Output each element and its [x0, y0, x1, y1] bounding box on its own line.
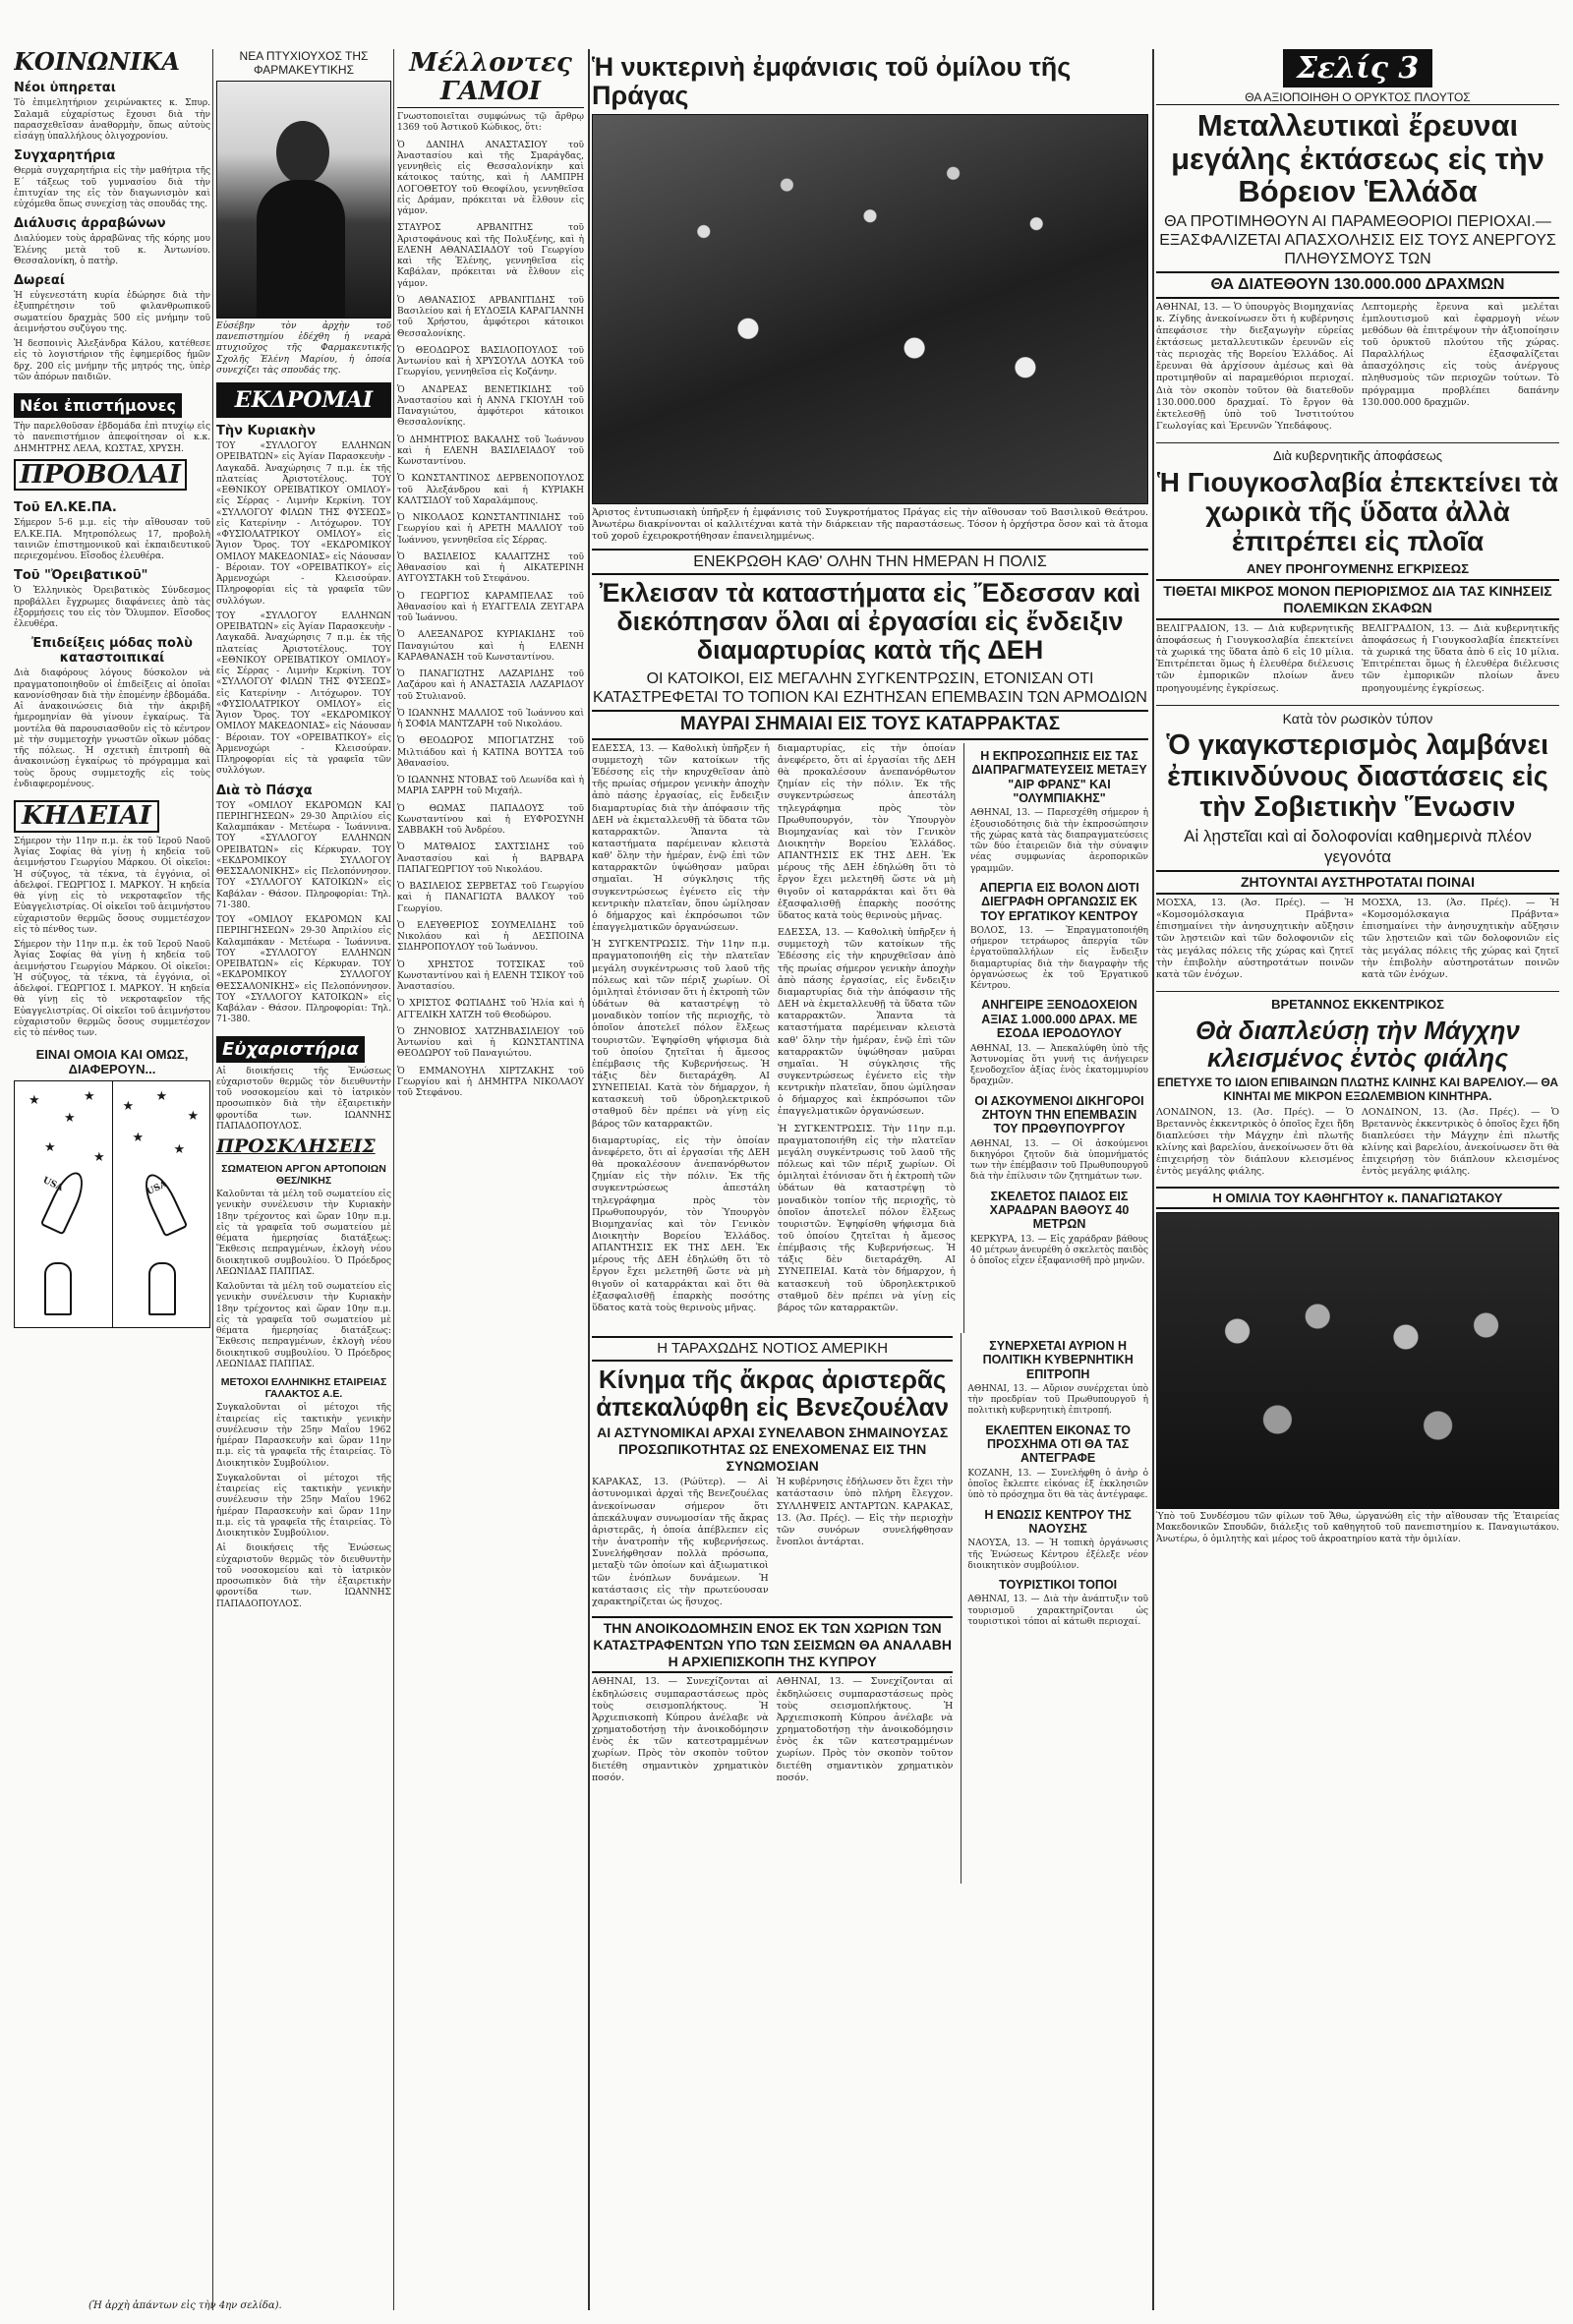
- kicker-minerals: ΘΑ ΑΞΙΟΠΟΙΗΘΗ Ο ΟΡΥΚΤΟΣ ΠΛΟΥΤΟΣ: [1156, 90, 1559, 105]
- kicker-russia: Κατὰ τὸν ρωσικὸν τύπον: [1282, 710, 1433, 726]
- wedding-notice: Ὁ ΧΡΗΣΤΟΣ ΤΟΤΣΙΚΑΣ τοῦ Κωνσταντίνου καὶ ἡ ΕΛΕΝΗ ΤΣΙΚΟΥ τοῦ Ἀναστασίου.: [397, 959, 584, 993]
- article-text: Ἡ εὐγενεστάτη κυρία ἐδώρησε διὰ τὴν ἐξυπηρέτησιν τοῦ φιλανθρωπικοῦ σωματείου δραχμὰς 500 εἰς μνήμην τοῦ ἀειμνήστου συζύγου της.: [14, 291, 210, 334]
- article-text: ΤΟΥ «ΣΥΛΛΟΓΟΥ ΕΛΛΗΝΩΝ ΟΡΕΙΒΑΤΩΝ» εἰς Ἀγίαν Παρασκευὴν - Λαγκαδᾶ. Ἀναχώρησις 7 π.μ. ἐκ τῆς πλατείας Ἀριστοτέλους. ΤΟΥ «ΕΘΝΙΚΟΥ ΟΡΕΙΒΑΤΙΚΟΥ ΟΜΙΛΟΥ» εἰς Σέρρας - Λιμνὴν Κερκίνη. ΤΟΥ «ΣΥΛΛΟΓΟΥ ΦΙΛΩΝ ΤΗΣ ΦΥΣΕΩΣ» εἰς Κατερίνην - Λιτόχωρον. ΤΟΥ «ΦΥΣΙΟΛΑΤΡΙΚΟΥ ΟΜΙΛΟΥ» εἰς Ἄγιον Ὄρος. ΤΟΥ «ΕΚΔΡΟΜΙΚΟΥ ΟΜΙΛΟΥ ΜΑΚΕΔΟΝΙΑΣ» εἰς Νάουσαν - Βέροιαν. ΤΟΥ «ΟΡΕΙΒΑΤΙΚΟΥ» εἰς Ἀρμενοχώρι - Κλεισούραν. Πληροφορίαι εἰς τὰ γραφεῖα τῶν συλλόγων.: [216, 441, 391, 607]
- subhead: ΑΠΕΡΓΙΑ ΕΙΣ ΒΟΛΟΝ ΔΙΟΤΙ ΔΙΕΓΡΑΦΗ ΟΡΓΑΝΩΣΙΣ ΕΚ ΤΟΥ ΕΡΓΑΤΙΚΟΥ ΚΕΝΤΡΟΥ: [979, 880, 1139, 923]
- subhead: ΜΕΤΟΧΟΙ ΕΛΛΗΝΙΚΗΣ ΕΤΑΙΡΕΙΑΣ ΓΑΛΑΚΤΟΣ Α.Ε.: [220, 1376, 387, 1401]
- subhead: Η ΕΚΠΡΟΣΩΠΗΣΙΣ ΕΙΣ ΤΑΣ ΔΙΑΠΡΑΓΜΑΤΕΥΣΕΙΣ ΜΕΤΑΞΥ "ΑΙΡ ΦΡΑΝΣ" ΚΑΙ "ΟΛΥΜΠΙΑΚΗΣ": [971, 748, 1147, 805]
- headline-yugoslavia: Ἡ Γιουγκοσλαβία ἐπεκτείνει τὰ χωρικὰ τῆς ὕδατα ἀλλὰ ἐπιτρέπει εἰς πλοῖα: [1157, 466, 1558, 557]
- lower-columns: [592, 1333, 1148, 1884]
- subhead: Νέοι ὑπηρεται: [14, 81, 116, 96]
- article-text: Ἡ δεσποινὶς Ἀλεξάνδρα Κάλου, κατέθεσε εἰς τὸ λογιστήριον τῆς ἐφημερίδος ἡμῶν δρχ. 200 εἰς μνήμην τῆς μητρός της, ὑπὲρ τῶν ἀπόρων παιδιῶν.: [14, 339, 210, 382]
- article-text: ΑΘΗΝΑΙ, 13. — Οἱ ἀσκούμενοι δικηγόροι ζητοῦν διὰ ὑπομνήματός των τὴν ἐπέμβασιν τοῦ Πρωθυπουργοῦ διὰ τὴν ἐπίλυσιν τῶν ζητημάτων των.: [970, 1138, 1148, 1183]
- column-weddings: [397, 49, 584, 2310]
- subhead-minerals: ΘΑ ΠΡΟΤΙΜΗΘΟΥΝ ΑΙ ΠΑΡΑΜΕΘΟΡΙΟΙ ΠΕΡΙΟΧΑΙ.— ΕΞΑΣΦΑΛΙΖΕΤΑΙ ΑΠΑΣΧΟΛΗΣΙΣ ΕΙΣ ΤΟΥΣ ΑΝΕΡΓΟΥΣ ΠΛΗΘΥΣΜΟΥΣ ΤΩΝ: [1159, 212, 1556, 268]
- headline-cyprus: ΤΗΝ ΑΝΟΙΚΟΔΟΜΗΣΙΝ ΕΝΟΣ ΕΚ ΤΩΝ ΧΩΡΙΩΝ ΤΩΝ ΚΑΤΑΣΤΡΑΦΕΝΤΩΝ ΥΠΟ ΤΩΝ ΣΕΙΣΜΩΝ ΘΑ ΑΝΑΛΑΒΗ Η ΑΡΧΙΕΠΙΣΚΟΠΗ ΤΗΣ ΚΥΠΡΟΥ: [592, 1616, 953, 1673]
- article-text: ΛΟΝΔΙΝΟΝ, 13. (Ἀσ. Πρές). — Ὁ Βρεταννὸς ἐκκεντρικὸς ὁ ὁποῖος ἔχει ἤδη διαπλεύσει τὴν Μάγχην ἐπὶ πλωτῆς κλίνης καὶ βαρελίου, ἀνεκοίνωσεν ὅτι θὰ ἐπιχειρήσῃ τὸν διάπλουν κλεισμένος ἐντὸς μεγάλης φιάλης.: [1156, 1106, 1354, 1178]
- subhead: ΤΟΥΡΙΣΤΙΚΟΙ ΤΟΠΟΙ: [999, 1578, 1118, 1593]
- article-text: Σήμερον τὴν 11ην π.μ. ἐκ τοῦ Ἱεροῦ Ναοῦ Ἁγίας Σοφίας θὰ γίνῃ ἡ κηδεία τοῦ ἀειμνήστου Γεωργίου Μάρκου. Οἱ οἰκεῖοι: Ἡ σύζυγος, τὰ τέκνα, τὰ ἐγγόνια, οἱ ἀδελφοί. ΓΕΩΡΓΙΟΣ Ι. ΜΑΡΚΟΥ. Ἡ κηδεία θὰ γίνῃ εἰς τὸ νεκροταφεῖον τῆς Εὐαγγελιστρίας. Οἱ οἰκεῖοι τοῦ ἀειμνήστου εὐχαριστοῦν θερμῶς ὅσους συμμετέσχον εἰς τὸ πένθος των.: [14, 836, 210, 935]
- headline-prague: Ἡ νυκτερινὴ ἐμφάνισις τοῦ ὀμίλου τῆς Πράγας: [592, 52, 1072, 111]
- article-text: ΒΕΛΙΓΡΑΔΙΟΝ, 13. — Διὰ κυβερνητικῆς ἀποφάσεως ἡ Γιουγκοσλαβία ἐπεκτείνει τὰ χωρικά της ὕδατα ἀπὸ 6 εἰς 10 μίλια. Ἐπιτρέπεται ὅμως ἡ ἐλευθέρα διέλευσις τῶν ἐμπορικῶν πλοίων ἄνευ προηγουμένης ἐγκρίσεως.: [1362, 622, 1559, 694]
- wedding-notice: Ὁ ΘΩΜΑΣ ΠΑΠΑΔΟΥΣ τοῦ Κωνσταντίνου καὶ ἡ ΕΥΦΡΟΣΥΝΗ ΣΑΒΒΑΚΗ τοῦ Ἀνδρέου.: [397, 803, 584, 837]
- subhead: ΣΩΜΑΤΕΙΟΝ ΑΡΓΟΝ ΑΡΤΟΠΟΙΩΝ ΘΕΣ/ΝΙΚΗΣ: [221, 1163, 386, 1188]
- cartoon-panel-left: ★ ★ ★ ★ ★ USA: [15, 1081, 113, 1327]
- article-text: ΑΘΗΝΑΙ, 13. — Συνεχίζονται αἱ ἐκδηλώσεις συμπαραστάσεως πρὸς τοὺς σεισμοπλήκτους. Ἡ Ἀρχιεπισκοπὴ Κύπρου ἀνέλαβε νὰ χρηματοδοτήσῃ τὴν ἀνοικοδόμησιν ἑνὸς ἐκ τῶν κατεστραμμένων χωρίων. Πρὸς τὸν σκοπὸν τοῦτον διετέθη σημαντικὸν χρηματικὸν ποσόν.: [776, 1676, 954, 1783]
- wedding-notice: Ὁ ΑΝΔΡΕΑΣ ΒΕΝΕΤΙΚΙΔΗΣ τοῦ Ἀναστασίου καὶ ἡ ΑΝΝΑ ΓΚΙΟΥΛΗ τοῦ Παναγιώτου, ἀμφότεροι κάτοικοι Θεσσαλονίκης.: [397, 384, 584, 429]
- article-text: Διαλύομεν τοὺς ἀρραβῶνας τῆς κόρης μου Ἑλένης μετὰ τοῦ κ. Ἀντωνίου. Θεσσαλονίκη, ὁ πατὴρ.: [14, 234, 210, 266]
- newspaper-page: [14, 49, 1559, 2310]
- wedding-notice: Ὁ ΕΛΕΥΘΕΡΙΟΣ ΣΟΥΜΕΛΙΔΗΣ τοῦ Νικολάου καὶ ἡ ΔΕΣΠΟΙΝΑ ΣΙΔΗΡΟΠΟΥΛΟΥ τοῦ Ἰωάννου.: [397, 920, 584, 954]
- article-text: διαμαρτυρίας, εἰς τὴν ὁποίαν ἀνεφέρετο, ὅτι αἱ ἐργασίαι τῆς ΔΕΗ θὰ προκαλέσουν ἀνεπανόρθωτον ζημίαν εἰς τὴν πόλιν. Ἐκ τῆς συγκεντρώσεως ἀπεστάλη τηλεγράφημα πρὸς τὸν Πρωθυπουργόν, τὸν Ὑπουργὸν Βιομηχανίας καὶ τὸν Γενικὸν Διοικητὴν Βορείου Ἑλλάδος. ΑΠΑΝΤΗΣΙΣ ΕΚ ΤΗΣ ΔΕΗ. Ἐκ μέρους τῆς ΔΕΗ ἐδηλώθη ὅτι τὸ ἔργον ἔχει μελετηθῆ ὥστε νὰ μὴ θιγοῦν οἱ καταρράκται καὶ ὅτι θὰ ἐξασφαλισθῇ ἐπαρκὴς ποσότης ὕδατος κατὰ τοὺς θερινοὺς μῆνας.: [592, 1134, 770, 1313]
- subhead-russia-2: ΖΗΤΟΥΝΤΑΙ ΑΥΣΤΗΡΟΤΑΤΑΙ ΠΟΙΝΑΙ: [1156, 870, 1559, 895]
- subhead: Τοῦ ΕΛ.ΚΕ.ΠΑ.: [14, 500, 117, 516]
- cartoon-label: USA: [40, 1176, 65, 1194]
- subhead: Διὰ τὸ Πάσχα: [216, 783, 313, 798]
- section-title-kideiai: ΚΗΔΕΙΑΙ: [14, 800, 159, 833]
- article-text: ΝΑΟΥΣΑ, 13. — Ἡ τοπικὴ ὀργάνωσις τῆς Ἑνώσεως Κέντρου ἐξέλεξε νέον διοικητικὸν συμβούλιον.: [967, 1539, 1148, 1571]
- headline-britain: Θὰ διαπλεύσῃ τὴν Μάγχην κλεισμένος ἐντὸς φιάλης: [1195, 1015, 1520, 1073]
- section-title-gamoi: Μέλλοντες ΓΑΜΟΙ: [397, 49, 584, 108]
- wedding-notice: Ὁ ΔΗΜΗΤΡΙΟΣ ΒΑΚΑΛΗΣ τοῦ Ἰωάννου καὶ ἡ ΕΛΕΝΗ ΒΑΣΙΛΕΙΑΔΟΥ τοῦ Κωνσταντίνου.: [397, 435, 584, 468]
- article-text: Διὰ διαφόρους λόγους δύσκολον νὰ πραγματοποιηθοῦν οἱ ἐπιδείξεις αἱ ὁποῖαι κανονίσθησαν διὰ τὴν ἐπομένην ἑβδομάδα. Αἱ ἀνακοινώσεις διὰ τὴν ἀκριβῆ ἡμερομηνίαν θὰ γίνουν ἐγκαίρως. Τὰ μοντέλα θὰ παρουσιασθοῦν εἰς τὸ κέντρον μὲ τὴν συμμετοχὴν γνωστῶν οἴκων μόδας τῆς πόλεως. Ἡ σχετικὴ ἐπιτροπὴ θὰ ἀνακοινώσῃ ἐγκαίρως τὸ πρόγραμμα καὶ τοὺς ὅρους συμμετοχῆς εἰς τοὺς ἐνδιαφερομένους.: [14, 668, 210, 789]
- article-text: ΑΘΗΝΑΙ, 13. — Διὰ τὴν ἀνάπτυξιν τοῦ τουρισμοῦ χαρακτηρίζονται ὡς τουριστικοὶ τόποι αἱ κάτωθι περιοχαί.: [967, 1595, 1148, 1627]
- article-text: ΑΘΗΝΑΙ, 13. — Συνεχίζονται αἱ ἐκδηλώσεις συμπαραστάσεως πρὸς τοὺς σεισμοπλήκτους. Ἡ Ἀρχιεπισκοπὴ Κύπρου ἀνέλαβε νὰ χρηματοδοτήσῃ τὴν ἀνοικοδόμησιν ἑνὸς ἐκ τῶν κατεστραμμένων χωρίων. Πρὸς τὸν σκοπὸν τοῦτον διετέθη σημαντικὸν χρηματικὸν ποσόν.: [592, 1676, 769, 1783]
- article-text: Αἱ διοικήσεις τῆς Ἑνώσεως εὐχαριστοῦν θερμῶς τὸν διευθυντὴν τοῦ νοσοκομείου καὶ τὸ ἰατρικὸν προσωπικὸν διὰ τὴν ἐξαιρετικὴν φροντίδα των. ΙΩΑΝΝΗΣ ΠΑΠΑΔΟΠΟΥΛΟΣ.: [216, 1066, 391, 1132]
- headline-russia: Ὁ γκαγκστερισμὸς λαμβάνει ἐπικινδύνους διαστάσεις εἰς τὴν Σοβιετικὴν Ἕνωσιν: [1166, 729, 1549, 824]
- wedding-notice: Γνωστοποιεῖται συμφώνως τῷ ἄρθρῳ 1369 τοῦ Ἀστικοῦ Κώδικος, ὅτι:: [397, 112, 584, 134]
- lecture-photo: [1156, 1212, 1559, 1509]
- wedding-notice: Ὁ ΧΡΙΣΤΟΣ ΦΩΤΙΑΔΗΣ τοῦ Ἠλία καὶ ἡ ΑΓΓΕΛΙΚΗ ΧΑΤΖΗ τοῦ Θεοδώρου.: [397, 999, 584, 1020]
- article-text: ΑΘΗΝΑΙ, 13. — Αὔριον συνέρχεται ὑπὸ τὴν προεδρίαν τοῦ Πρωθυπουργοῦ ἡ πολιτικὴ κυβερνητικὴ ἐπιτροπή.: [967, 1383, 1148, 1417]
- article-text: Καλοῦνται τὰ μέλη τοῦ σωματείου εἰς γενικὴν συνέλευσιν τὴν Κυριακὴν 18ην τρέχοντος καὶ ὥραν 10ην π.μ. εἰς τὰ γραφεῖα τοῦ σωματείου μὲ θέματα ἡμερησίας διατάξεως: Ἔκθεσις πεπραγμένων, ἐκλογὴ νέου διοικητικοῦ συμβουλίου. Ὁ Πρόεδρος ΛΕΩΝΙΔΑΣ ΠΑΠΠΑΣ.: [216, 1282, 391, 1369]
- article-text: ΜΟΣΧΑ, 13. (Ἀσ. Πρές). — Ἡ «Κομσομόλσκαγια Πράβντα» ἐπισημαίνει τὴν ἀνησυχητικὴν αὔξησιν τῶν λῃστειῶν καὶ τῶν δολοφονιῶν εἰς τὰς μεγάλας πόλεις τῆς χώρας καὶ ζητεῖ τὴν ἐπιβολὴν αὐστηροτάτων ποινῶν κατὰ τῶν ἐνόχων.: [1362, 898, 1559, 980]
- subhead: Δωρεαί: [14, 273, 65, 289]
- article-text: Ὁ Ἑλληνικὸς Ὀρειβατικὸς Σύνδεσμος προβάλλει ἔγχρωμες διαφάνειες ἀπὸ τὰς ἐξορμήσεις του εἰς τὸν Ὄλυμπον. Εἴσοδος ἐλευθέρα.: [14, 586, 210, 630]
- subhead: Η ΕΝΩΣΙΣ ΚΕΝΤΡΟΥ ΤΗΣ ΝΑΟΥΣΗΣ: [984, 1507, 1132, 1536]
- section-title-koinonika: ΚΟΙΝΩΝΙΚΑ: [14, 49, 180, 76]
- wedding-notice: Ὁ ΝΙΚΟΛΑΟΣ ΚΩΝΣΤΑΝΤΙΝΙΔΗΣ τοῦ Γεωργίου καὶ ἡ ΑΡΕΤΗ ΜΑΛΛΙΟΥ τοῦ Ἰωάννου, γεννηθεῖσα εἰς Σέρρας.: [397, 513, 584, 546]
- footer-note: (Ἡ ἀρχὴ ἀπάντων εἰς τὴν 4ην σελίδα).: [88, 2300, 282, 2311]
- article-text: Σήμερον 5-6 μ.μ. εἰς τὴν αἴθουσαν τοῦ ΕΛ.ΚΕ.ΠΑ. Μητροπόλεως 17, προβολὴ ταινιῶν ἐπιστημονικοῦ καὶ ἐκπαιδευτικοῦ περιεχομένου. Εἴσοδος ἐλευθέρα.: [14, 518, 210, 562]
- section-title-prosk: ΠΡΟΣΚΛΗΣΕΙΣ: [216, 1135, 376, 1158]
- subhead: Διάλυσις ἀρραβώνων: [14, 216, 166, 232]
- column-main: [592, 49, 1148, 2310]
- kicker-edessa: ΕΝΕΚΡΩΘΗ ΚΑΘ' ΟΛΗΝ ΤΗΝ ΗΜΕΡΑΝ Η ΠΟΛΙΣ: [592, 549, 1148, 575]
- figure-icon: [44, 1262, 72, 1315]
- wedding-notice: Ὁ ΙΩΑΝΝΗΣ ΜΑΛΛΙΟΣ τοῦ Ἰωάννου καὶ ἡ ΣΟΦΙΑ ΜΑΝΤΖΑΡΗ τοῦ Νικολάου.: [397, 708, 584, 730]
- article-text: Αἱ διοικήσεις τῆς Ἑνώσεως εὐχαριστοῦν θερμῶς τὸν διευθυντὴν τοῦ νοσοκομείου καὶ τὸ ἰατρικὸν προσωπικὸν διὰ τὴν ἐξαιρετικὴν φροντίδα των. ΙΩΑΝΝΗΣ ΠΑΠΑΔΟΠΟΥΛΟΣ.: [216, 1543, 391, 1609]
- subhead-russia: Αἱ λῃστεῖαι καὶ αἱ δολοφονίαι καθημερινὰ πλέον γεγονότα: [1184, 827, 1532, 866]
- subhead-venezuela: ΑΙ ΑΣΤΥΝΟΜΙΚΑΙ ΑΡΧΑΙ ΣΥΝΕΛΑΒΟΝ ΣΗΜΑΙΝΟΥΣΑΣ ΠΡΟΣΩΠΙΚΟΤΗΤΑΣ ΩΣ ΕΝΕΧΟΜΕΝΑΣ ΕΙΣ ΤΗΝ ΣΥΝΩΜΟΣΙΑΝ: [597, 1423, 949, 1474]
- kicker-britain: ΒΡΕΤΑΝΝΟΣ ΕΚΚΕΝΤΡΙΚΟΣ: [1271, 997, 1444, 1013]
- headline-lecture: Η ΟΜΙΛΙΑ ΤΟΥ ΚΑΘΗΓΗΤΟΥ κ. ΠΑΝΑΓΙΩΤΑΚΟΥ: [1156, 1187, 1559, 1210]
- column-news: [1156, 49, 1559, 2310]
- subhead-flags: ΜΑΥΡΑΙ ΣΗΜΑΙΑΙ ΕΙΣ ΤΟΥΣ ΚΑΤΑΡΡΑΚΤΑΣ: [592, 710, 1148, 740]
- subhead-edessa: ΟΙ ΚΑΤΟΙΚΟΙ, ΕΙΣ ΜΕΓΑΛΗΝ ΣΥΓΚΕΝΤΡΩΣΙΝ, ΕΤΟΝΙΣΑΝ ΟΤΙ ΚΑΤΑΣΤΡΕΦΕΤΑΙ ΤΟ ΤΟΠΙΟΝ ΚΑΙ ΕΖΗΤΗΣΑΝ ΕΠΕΜΒΑΣΙΝ ΤΩΝ ΑΡΜΟΔΙΩΝ: [593, 669, 1147, 706]
- wedding-notice: Ὁ ΙΩΑΝΝΗΣ ΝΤΟΒΑΣ τοῦ Λεωνίδα καὶ ἡ ΜΑΡΙΑ ΣΑΡΡΗ τοῦ Μιχαήλ.: [397, 776, 584, 797]
- subhead: ΟΙ ΑΣΚΟΥΜΕΝΟΙ ΔΙΚΗΓΟΡΟΙ ΖΗΤΟΥΝ ΤΗΝ ΕΠΕΜΒΑΣΙΝ ΤΟΥ ΠΡΩΘΥΠΟΥΡΓΟΥ: [974, 1093, 1144, 1136]
- article-text: Καλοῦνται τὰ μέλη τοῦ σωματείου εἰς γενικὴν συνέλευσιν τὴν Κυριακὴν 18ην τρέχοντος καὶ ὥραν 10ην π.μ. εἰς τὰ γραφεῖα τοῦ σωματείου μὲ θέματα ἡμερησίας διατάξεως: Ἔκθεσις πεπραγμένων, ἐκλογὴ νέου διοικητικοῦ συμβουλίου. Ὁ Πρόεδρος ΛΕΩΝΙΔΑΣ ΠΑΠΠΑΣ.: [216, 1190, 391, 1277]
- wedding-notice: Ὁ ΜΑΤΘΑΙΟΣ ΣΑΧΤΣΙΔΗΣ τοῦ Ἀναστασίου καὶ ἡ ΒΑΡΒΑΡΑ ΠΑΠΑΓΕΩΡΓΙΟΥ τοῦ Νικολάου.: [397, 842, 584, 875]
- section-title-neoi: Νέοι ἐπιστήμονες: [14, 393, 182, 418]
- article-text: ΚΕΡΚΥΡΑ, 13. — Εἰς χαράδραν βάθους 40 μέτρων ἀνευρέθη ὁ σκελετὸς παιδὸς ὁ ὁποῖος εἶχεν ἐξαφανισθῆ πρὸ μηνῶν.: [970, 1234, 1148, 1267]
- article-text: ΚΟΖΑΝΗ, 13. — Συνελήφθη ὁ ἀνὴρ ὁ ὁποῖος ἔκλεπτε εἰκόνας ἐξ ἐκκλησιῶν ὑπὸ τὸ πρόσχημα ὅτι θὰ τὰς ἀντέγραφε.: [967, 1468, 1148, 1501]
- article-text: Τὸ ἐπιμελητήριον χειρώνακτες κ. Σπυρ. Σαλαμᾶ εὐχαρίστως ἔχουσι διὰ τὴν παρασχεθεῖσαν ἀναθορμὴν, ὅπως αὐτοὺς εἰσάγῃ ὑπαλλήλους ὀλιγοχρονίου.: [14, 98, 210, 143]
- graduate-photo: [216, 81, 391, 319]
- section-title-eux: Εὐχαριστήρια: [216, 1036, 365, 1063]
- photo-title: ΝΕΑ ΠΤΥΧΙΟΥΧΟΣ ΤΗΣ ΦΑΡΜΑΚΕΥΤΙΚΗΣ: [239, 49, 369, 78]
- section-title-provolai: ΠΡΟΒΟΛΑΙ: [14, 459, 187, 492]
- article-text: ΜΟΣΧΑ, 13. (Ἀσ. Πρές). — Ἡ «Κομσομόλσκαγια Πράβντα» ἐπισημαίνει τὴν ἀνησυχητικὴν αὔξησιν τῶν λῃστειῶν καὶ τῶν δολοφονιῶν εἰς τὰς μεγάλας πόλεις τῆς χώρας καὶ ζητεῖ τὴν ἐπιβολὴν αὐστηροτάτων ποινῶν κατὰ τῶν ἐνόχων.: [1156, 898, 1354, 980]
- article-text: ΒΟΛΟΣ, 13. — Ἐπραγματοποιήθη σήμερον τετράωρος ἀπεργία τῶν ἐργατοϋπαλλήλων εἰς ἔνδειξιν διαμαρτυρίας διὰ τὴν διαγραφὴν τῆς ὀργανώσεως ἐκ τοῦ Ἐργατικοῦ Κέντρου.: [970, 925, 1148, 992]
- article-text: διαμαρτυρίας, εἰς τὴν ὁποίαν ἀνεφέρετο, ὅτι αἱ ἐργασίαι τῆς ΔΕΗ θὰ προκαλέσουν ἀνεπανόρθωτον ζημίαν εἰς τὴν πόλιν. Ἐκ τῆς συγκεντρώσεως ἀπεστάλη τηλεγράφημα πρὸς τὸν Πρωθυπουργόν, τὸν Ὑπουργὸν Βιομηχανίας καὶ τὸν Γενικὸν Διοικητὴν Βορείου Ἑλλάδος. ΑΠΑΝΤΗΣΙΣ ΕΚ ΤΗΣ ΔΕΗ. Ἐκ μέρους τῆς ΔΕΗ ἐδηλώθη ὅτι τὸ ἔργον ἔχει μελετηθῆ ὥστε νὰ μὴ θιγοῦν οἱ καταρράκται καὶ ὅτι θὰ ἐξασφαλισθῇ ἐπαρκὴς ποσότης ὕδατος κατὰ τοὺς θερινοὺς μῆνας.: [778, 742, 956, 921]
- article-text: ΤΟΥ «ΟΜΙΛΟΥ ΕΚΔΡΟΜΩΝ ΚΑΙ ΠΕΡΙΗΓΗΣΕΩΝ» 29-30 Ἀπριλίου εἰς Καλαμπάκαν - Μετέωρα - Ἰωάννινα. ΤΟΥ «ΣΥΛΛΟΓΟΥ ΕΛΛΗΝΩΝ ΟΡΕΙΒΑΤΩΝ» εἰς Κέρκυραν. ΤΟΥ «ΕΚΔΡΟΜΙΚΟΥ ΣΥΛΛΟΓΟΥ ΘΕΣΣΑΛΟΝΙΚΗΣ» εἰς Πελοπόννησον. ΤΟΥ «ΣΥΛΛΟΓΟΥ ΚΑΤΟΙΚΩΝ» εἰς Καβάλαν - Θάσον. Πληροφορίαι: Τηλ. 71-380.: [216, 800, 391, 910]
- subhead: Τοῦ "Ὀρειβατικοῦ": [14, 568, 148, 584]
- wedding-notice: Ὁ ΚΩΝΣΤΑΝΤΙΝΟΣ ΔΕΡΒΕΝΟΠΟΥΛΟΣ τοῦ Ἀλεξάνδρου καὶ ἡ ΚΥΡΙΑΚΗ ΚΑΛΤΣΙΔΟΥ τοῦ Χαραλάμπους.: [397, 474, 584, 506]
- cartoon-label: USA: [145, 1180, 168, 1198]
- article-text: Θερμὰ συγχαρητήρια εἰς τὴν μαθήτρια τῆς Ε΄ τάξεως τοῦ γυμνασίου διὰ τὴν ἐπιτυχίαν της εἰς τὸν διαγωνισμὸν καὶ εὐχόμεθα ὅπως συνεχίσῃ τὰς σπουδάς της.: [14, 166, 210, 210]
- column-notices: [216, 49, 391, 2310]
- subhead: Ἐπιδείξεις μόδας πολὺ καταστοιπικαί: [31, 636, 193, 667]
- article-text: ΤΟΥ «ΟΜΙΛΟΥ ΕΚΔΡΟΜΩΝ ΚΑΙ ΠΕΡΙΗΓΗΣΕΩΝ» 29-30 Ἀπριλίου εἰς Καλαμπάκαν - Μετέωρα - Ἰωάννινα. ΤΟΥ «ΣΥΛΛΟΓΟΥ ΕΛΛΗΝΩΝ ΟΡΕΙΒΑΤΩΝ» εἰς Κέρκυραν. ΤΟΥ «ΕΚΔΡΟΜΙΚΟΥ ΣΥΛΛΟΓΟΥ ΘΕΣΣΑΛΟΝΙΚΗΣ» εἰς Πελοπόννησον. ΤΟΥ «ΣΥΛΛΟΓΟΥ ΚΑΤΟΙΚΩΝ» εἰς Καβάλαν - Θάσον. Πληροφορίαι: Τηλ. 71-380.: [216, 915, 391, 1025]
- kicker-venezuela: Η ΤΑΡΑΧΩΔΗΣ ΝΟΤΙΟΣ ΑΜΕΡΙΚΗ: [592, 1336, 953, 1362]
- article-text: Τὴν παρελθοῦσαν ἑβδομάδα ἐπὶ πτυχίῳ εἰς τὸ πανεπιστήμιον ἀπεφοίτησαν οἱ κ.κ. ΔΗΜΗΤΡΗΣ ΛΕΛΑ, ΚΩΣΤΑΣ, ΧΡΥΣΗ.: [14, 422, 210, 454]
- subhead-yugoslavia-2: ΤΙΘΕΤΑΙ ΜΙΚΡΟΣ ΜΟΝΟΝ ΠΕΡΙΟΡΙΣΜΟΣ ΔΙΑ ΤΑΣ ΚΙΝΗΣΕΙΣ ΠΟΛΕΜΙΚΩΝ ΣΚΑΦΩΝ: [1156, 579, 1559, 620]
- headline-edessa: Ἐκλεισαν τὰ καταστήματα εἰς Ἔδεσσαν καὶ διεκόπησαν ὅλαι αἱ ἐργασίαι εἰς ἔνδειξιν διαμαρτυρίας κατὰ τῆς ΔΕΗ: [599, 578, 1141, 666]
- headline-venezuela: Κίνημα τῆς ἄκρας ἀριστερᾶς ἀπεκαλύφθη εἰς Βενεζουέλαν: [596, 1364, 950, 1422]
- kicker-yugoslavia: Διὰ κυβερνητικῆς ἀποφάσεως: [1272, 448, 1443, 464]
- article-text: ΒΕΛΙΓΡΑΔΙΟΝ, 13. — Διὰ κυβερνητικῆς ἀποφάσεως ἡ Γιουγκοσλαβία ἐπεκτείνει τὰ χωρικά της ὕδατα ἀπὸ 6 εἰς 10 μίλια. Ἐπιτρέπεται ὅμως ἡ ἐλευθέρα διέλευσις τῶν ἐμπορικῶν πλοίων ἄνευ προηγουμένης ἐγκρίσεως.: [1156, 622, 1354, 694]
- article-text: ΤΟΥ «ΣΥΛΛΟΓΟΥ ΕΛΛΗΝΩΝ ΟΡΕΙΒΑΤΩΝ» εἰς Ἀγίαν Παρασκευὴν - Λαγκαδᾶ. Ἀναχώρησις 7 π.μ. ἐκ τῆς πλατείας Ἀριστοτέλους. ΤΟΥ «ΕΘΝΙΚΟΥ ΟΡΕΙΒΑΤΙΚΟΥ ΟΜΙΛΟΥ» εἰς Σέρρας - Λιμνὴν Κερκίνη. ΤΟΥ «ΣΥΛΛΟΓΟΥ ΦΙΛΩΝ ΤΗΣ ΦΥΣΕΩΣ» εἰς Κατερίνην - Λιτόχωρον. ΤΟΥ «ΦΥΣΙΟΛΑΤΡΙΚΟΥ ΟΜΙΛΟΥ» εἰς Ἄγιον Ὄρος. ΤΟΥ «ΕΚΔΡΟΜΙΚΟΥ ΟΜΙΛΟΥ ΜΑΚΕΔΟΝΙΑΣ» εἰς Νάουσαν - Βέροιαν. ΤΟΥ «ΟΡΕΙΒΑΤΙΚΟΥ» εἰς Ἀρμενοχώρι - Κλεισούραν. Πληροφορίαι εἰς τὰ γραφεῖα τῶν συλλόγων.: [216, 610, 391, 777]
- wedding-notice: Ὁ ΖΗΝΟΒΙΟΣ ΧΑΤΖΗΒΑΣΙΛΕΙΟΥ τοῦ Ἀντωνίου καὶ ἡ ΚΩΝΣΤΑΝΤΙΝΑ ΘΕΟΔΩΡΟΥ τοῦ Παναγιώτου.: [397, 1026, 584, 1060]
- article-text: Ἡ ΣΥΓΚΕΝΤΡΩΣΙΣ. Τὴν 11ην π.μ. πραγματοποιήθη εἰς τὴν πλατεῖαν μεγάλη συγκέντρωσις τοῦ λαοῦ τῆς πόλεως καὶ τῶν πέριξ χωρίων. Οἱ ὁμιληταὶ ἐτόνισαν ὅτι ἡ ἐκτροπὴ τῶν ὑδάτων θὰ καταστρέψῃ τὸ μοναδικὸν τοπίον τῆς περιοχῆς, τὸ ὁποῖον ἀποτελεῖ πόλον ἕλξεως τουριστῶν. Ἐψηφίσθη ψήφισμα διὰ τοῦ ὁποίου ζητεῖται ἡ ἄμεσος ἐπέμβασις τῆς Κυβερνήσεως. Ἡ τάξις δὲν διεταράχθη. ΑΙ ΣΥΝΕΠΕΙΑΙ. Κατὰ τὸν δήμαρχον, ἡ κατασκευὴ τοῦ ὑδροηλεκτρικοῦ σταθμοῦ δὲν πρέπει νὰ γίνῃ εἰς βάρος τῶν καταρρακτῶν.: [778, 1123, 956, 1313]
- article-text: ΚΑΡΑΚΑΣ, 13. (Ρώϋτερ). — Αἱ ἀστυνομικαὶ ἀρχαὶ τῆς Βενεζουέλας ἀνεκοίνωσαν σήμερον ὅτι ἀπεκάλυψαν συνωμοσίαν τῆς ἄκρας ἀριστερᾶς, ἡ ὁποία ἀπέβλεπεν εἰς τὴν ἀνατροπὴν τῆς κυβερνήσεως. Συνελήφθησαν πολλὰ πρόσωπα, μεταξὺ τῶν ὁποίων καὶ ἀξιωματικοὶ τῶν ἐνόπλων δυνάμεων. Ἡ κατάστασις εἰς τὴν πρωτεύουσαν χαρακτηρίζεται ὡς ἥσυχος.: [592, 1477, 769, 1607]
- article-text: ΑΘΗΝΑΙ, 13. — Ὁ ὑπουργὸς Βιομηχανίας κ. Ζίγδης ἀνεκοίνωσεν ὅτι ἡ κυβέρνησις ἀπεφάσισε τὴν διεξαγωγὴν εὐρείας ἐκτάσεως μεταλλευτικῶν ἐρευνῶν εἰς τὰς περιοχὰς τῆς Βορείου Ἑλλάδος. Αἱ ἔρευναι θὰ ἀρχίσουν ἀμέσως καὶ θὰ προτιμηθοῦν αἱ παραμεθόριοι περιοχαί. Διὰ τὸν σκοπὸν τοῦτον θὰ διατεθοῦν 130.000.000 δραχμαί. Τὸ ἔργον θὰ ἐκτελεσθῇ ὑπὸ τοῦ Ἰνστιτούτου Γεωλογίας καὶ Ἐρευνῶν Ὑπεδάφους.: [1156, 301, 1354, 433]
- article-text: ΑΘΗΝΑΙ, 13. — Ἀπεκαλύφθη ὑπὸ τῆς Ἀστυνομίας ὅτι γυνή τις ἀνήγειρεν ξενοδοχεῖον ἀξίας ἑνὸς ἑκατομμυρίου δραχμῶν.: [970, 1043, 1148, 1087]
- subhead: ΣΚΕΛΕΤΟΣ ΠΑΙΔΟΣ ΕΙΣ ΧΑΡΑΔΡΑΝ ΒΑΘΟΥΣ 40 ΜΕΤΡΩΝ: [989, 1189, 1130, 1232]
- subhead-yugoslavia: ΑΝΕΥ ΠΡΟΗΓΟΥΜΕΝΗΣ ΕΓΚΡΙΣΕΩΣ: [1246, 560, 1470, 576]
- article-text: Ἡ κυβέρνησις ἐδήλωσεν ὅτι ἔχει τὴν κατάστασιν ὑπὸ πλήρη ἔλεγχον. ΣΥΛΛΗΨΕΙΣ ΑΝΤΑΡΤΩΝ. ΚΑΡΑΚΑΣ, 13. (Ἀσ. Πρές). — Εἰς τὴν περιοχὴν τῶν συνόρων συνελήφθησαν ἔνοπλοι ἀντάρται.: [776, 1477, 954, 1548]
- article-text: Λεπτομερὴς ἔρευνα καὶ μελέται ἐμπλουτισμοῦ καὶ ἐφαρμογὴ νέων μεθόδων θὰ ἐπιτρέψουν τὴν ἀξιοποίησιν τοῦ ὀρυκτοῦ πλούτου τῆς χώρας. Παραλλήλως ἐξασφαλίζεται ἀπασχόλησις εἰς τοὺς ἀνέργους πληθυσμοὺς τῶν περιοχῶν τούτων. Τὸ πρόγραμμα προβλέπει δαπάνην 130.000.000 δραχμῶν.: [1362, 301, 1559, 408]
- article-text: Συγκαλοῦνται οἱ μέτοχοι τῆς ἐταιρείας εἰς τακτικὴν γενικὴν συνέλευσιν τὴν 25ην Μαΐου 1962 ἡμέραν Παρασκευὴν καὶ ὥραν 11ην π.μ. εἰς τὰ γραφεῖα τῆς ἐταιρείας. Τὸ Διοικητικὸν Συμβούλιον.: [216, 1403, 391, 1469]
- cartoon-panel-right: ★ ★ ★ ★ ★ USA: [113, 1081, 210, 1327]
- column-social: [14, 49, 210, 2310]
- subhead: Τὴν Κυριακὴν: [216, 424, 317, 439]
- wedding-notice: Ὁ ΓΕΩΡΓΙΟΣ ΚΑΡΑΜΠΕΛΑΣ τοῦ Ἀθανασίου καὶ ἡ ΕΥΑΓΓΕΛΙΑ ΖΕΥΓΑΡΑ τοῦ Ἰωάννου.: [397, 591, 584, 624]
- section-title-ekdromai: ΕΚΔΡΟΜΑΙ: [216, 382, 391, 418]
- headline-minerals: Μεταλλευτικαὶ ἔρευναι μεγάλης ἐκτάσεως εἰς τὴν Βόρειον Ἑλλάδα: [1171, 108, 1544, 209]
- wedding-notice: Ὁ ΒΑΣΙΛΕΙΟΣ ΚΑΛΑΙΤΖΗΣ τοῦ Ἀθανασίου καὶ ἡ ΑΙΚΑΤΕΡΙΝΗ ΑΥΓΟΥΣΤΑΚΗ τοῦ Στεφάνου.: [397, 552, 584, 585]
- wedding-notice: Ὁ ΑΘΑΝΑΣΙΟΣ ΑΡΒΑΝΙΤΙΔΗΣ τοῦ Βασιλείου καὶ ἡ ΕΥΔΟΞΙΑ ΚΑΡΑΓΙΑΝΝΗ τοῦ Χρήστου, ἀμφότεροι κάτοικοι Θεσσαλονίκης.: [397, 295, 584, 339]
- wedding-notice: Ὁ ΘΕΟΔΩΡΟΣ ΜΠΟΓΙΑΤΖΗΣ τοῦ Μιλτιάδου καὶ ἡ ΚΑΤΙΝΑ ΒΟΥΤΣΑ τοῦ Ἀθανασίου.: [397, 736, 584, 769]
- wedding-list: [397, 112, 584, 1099]
- subhead-budget: ΘΑ ΔΙΑΤΕΘΟΥΝ 130.000.000 ΔΡΑΧΜΩΝ: [1156, 271, 1559, 298]
- wedding-notice: Ὁ ΕΜΜΑΝΟΥΗΛ ΧΙΡΤΖΑΚΗΣ τοῦ Γεωργίου καὶ ἡ ΔΗΜΗΤΡΑ ΝΙΚΟΛΑΟΥ τοῦ Στεφάνου.: [397, 1066, 584, 1099]
- subhead: ΑΝΗΓΕΙΡΕ ΞΕΝΟΔΟΧΕΙΟΝ ΑΞΙΑΣ 1.000.000 ΔΡΑΧ. ΜΕ ΕΣΟΔΑ ΙΕΡΟΔΟΥΛΟΥ: [981, 998, 1137, 1041]
- article-text: ΑΘΗΝΑΙ, 13. — Παρεσχέθη σήμερον ἡ ἐξουσιοδότησις διὰ τὴν ἐκπροσώπησιν τῆς χώρας κατὰ τὰς διαπραγματεύσεις τῶν δύο ἑταιρειῶν διὰ τὴν σύναψιν νέας συμφωνίας ἀεροπορικῶν γραμμῶν.: [970, 808, 1148, 874]
- subhead: Συγχαρητήρια: [14, 148, 116, 164]
- photo-caption: Ὑπὸ τοῦ Συνδέσμου τῶν φίλων τοῦ Ἄθω, ὠργανώθη εἰς τὴν αἴθουσαν τῆς Ἑταιρείας Μακεδονικῶν Σπουδῶν, διάλεξις τοῦ καθηγητοῦ τοῦ πανεπιστημίου κ. Παναγιωτάκου. Ἀνωτέρω, ὁ ὁμιλητὴς καὶ μέρος τοῦ ἀκροατηρίου κατὰ τὴν ὁμιλίαν.: [1156, 1512, 1559, 1544]
- wedding-notice: Ὁ ΒΑΣΙΛΕΙΟΣ ΣΕΡΒΕΤΑΣ τοῦ Γεωργίου καὶ ἡ ΠΑΝΑΓΙΩΤΑ ΒΑΛΚΟΥ τοῦ Γεωργίου.: [397, 882, 584, 914]
- article-text: ΛΟΝΔΙΝΟΝ, 13. (Ἀσ. Πρές). — Ὁ Βρεταννὸς ἐκκεντρικὸς ὁ ὁποῖος ἔχει ἤδη διαπλεύσει τὴν Μάγχην ἐπὶ πλωτῆς κλίνης καὶ βαρελίου, ἀνεκοίνωσεν ὅτι θὰ ἐπιχειρήσῃ τὸν διάπλουν κλεισμένος ἐντὸς μεγάλης φιάλης.: [1362, 1106, 1559, 1178]
- dance-photo: [592, 114, 1148, 504]
- photo-caption: Ἀριστος ἐντυπωσιακὴ ὑπῆρξεν ἡ ἐμφάνισις τοῦ Συγκροτήματος Πράγας εἰς τὴν αἴθουσαν τοῦ Βασιλικοῦ Θεάτρου. Ἀνωτέρω διακρίνονται οἱ καλλιτέχναι κατὰ τὴν διάρκειαν τῆς παραστάσεως. Τόσον ἡ ὀρχήστρα ὅσον καὶ τὰ ἄτομα τοῦ χοροῦ ἐχειροκροτήθησαν ἐπανειλημμένως.: [592, 507, 1148, 543]
- wedding-notice: Ὁ ΘΕΟΔΩΡΟΣ ΒΑΣΙΛΟΠΟΥΛΟΣ τοῦ Ἀντωνίου καὶ ἡ ΧΡΥΣΟΥΛΑ ΔΟΥΚΑ τοῦ Γεωργίου, γεννηθεῖσα εἰς Κοζάνην.: [397, 345, 584, 378]
- wedding-notice: Ὁ ΔΑΝΙΗΛ ΑΝΑΣΤΑΣΙΟΥ τοῦ Ἀναστασίου καὶ τῆς Σμαράγδας, γεννηθεὶς εἰς Θεσσαλονίκην καὶ κάτοικος ταύτης, καὶ ἡ ΛΑΜΠΡΗ ΛΟΓΟΘΕΤΟΥ τοῦ Θεοφίλου, γεννηθεῖσα εἰς Δράμαν, πρόκειται νὰ ἔλθουν εἰς γάμον.: [397, 140, 584, 217]
- article-text: Ἡ ΣΥΓΚΕΝΤΡΩΣΙΣ. Τὴν 11ην π.μ. πραγματοποιήθη εἰς τὴν πλατεῖαν μεγάλη συγκέντρωσις τοῦ λαοῦ τῆς πόλεως καὶ τῶν πέριξ χωρίων. Οἱ ὁμιληταὶ ἐτόνισαν ὅτι ἡ ἐκτροπὴ τῶν ὑδάτων θὰ καταστρέψῃ τὸ μοναδικὸν τοπίον τῆς περιοχῆς, τὸ ὁποῖον ἀποτελεῖ πόλον ἕλξεως τουριστῶν. Ἐψηφίσθη ψήφισμα διὰ τοῦ ὁποίου ζητεῖται ἡ ἄμεσος ἐπέμβασις τῆς Κυβερνήσεως. Ἡ τάξις δὲν διεταράχθη. ΑΙ ΣΥΝΕΠΕΙΑΙ. Κατὰ τὸν δήμαρχον, ἡ κατασκευὴ τοῦ ὑδροηλεκτρικοῦ σταθμοῦ δὲν πρέπει νὰ γίνῃ εἰς βάρος τῶν καταρρακτῶν.: [592, 939, 770, 1130]
- article-text: ΕΔΕΣΣΑ, 13. — Καθολικὴ ὑπῆρξεν ἡ συμμετοχὴ τῶν κατοίκων τῆς Ἐδέσσης εἰς τὴν κηρυχθεῖσαν ἀπὸ τῆς πρωίας σήμερον γενικὴν ἀποχὴν ἀπὸ πάσης ἐργασίας, εἰς ἔνδειξιν διαμαρτυρίας διὰ τὴν ἀπόφασιν τῆς ΔΕΗ νὰ ἐκμεταλλευθῇ τὰ ὕδατα τῶν καταρρακτῶν. Ἅπαντα τὰ καταστήματα παρέμειναν κλειστὰ καθ' ὅλην τὴν ἡμέραν, ἐνῷ ἐπὶ τῶν καταρρακτῶν ὑψώθησαν μαῦραι σημαῖαι. Ἡ σύγκλησις τῆς συγκεντρώσεως ἐγένετο εἰς τὴν κεντρικὴν πλατεῖαν, ὅπου ὡμίλησαν ὁ δήμαρχος καὶ ἐκπρόσωποι τῶν ἐπαγγελματικῶν ὀργανώσεων.: [592, 742, 770, 934]
- cartoon: [14, 1080, 210, 1328]
- subhead: ΣΥΝΕΡΧΕΤΑΙ ΑΥΡΙΟΝ Η ΠΟΛΙΤΙΚΗ ΚΥΒΕΡΝΗΤΙΚΗ ΕΠΙΤΡΟΠΗ: [982, 1338, 1134, 1381]
- photo-caption: Εὐσέβην τὸν ἀρχὴν τοῦ πανεπιστημίου ἐδέχθη ἡ νεαρὰ πτυχιοῦχος τῆς Φαρμακευτικῆς Σχολῆς Ἑλένη Μαρίου, ἡ ὁποία συνεχίζει τὰς σπουδάς της.: [216, 320, 391, 376]
- page-number-badge: Σελίς 3: [1283, 49, 1433, 87]
- wedding-notice: Ὁ ΠΑΝΑΓΙΩΤΗΣ ΛΑΖΑΡΙΔΗΣ τοῦ Λαζάρου καὶ ἡ ΑΝΑΣΤΑΣΙΑ ΛΑΖΑΡΙΔΟΥ τοῦ Στυλιανοῦ.: [397, 669, 584, 702]
- subhead-britain: ΕΠΕΤΥΧΕ ΤΟ ΙΔΙΟΝ ΕΠΙΒΑΙΝΩΝ ΠΛΩΤΗΣ ΚΛΙΝΗΣ ΚΑΙ ΒΑΡΕΛΙΟΥ.— ΘΑ ΚΙΝΗΤΑΙ ΜΕ ΜΙΚΡΟΝ ΕΞΩΛΕΜΒΙΟΝ ΚΙΝΗΤΗΡΑ.: [1156, 1075, 1559, 1104]
- edessa-columns: [592, 743, 1148, 1333]
- article-text: Σήμερον τὴν 11ην π.μ. ἐκ τοῦ Ἱεροῦ Ναοῦ Ἁγίας Σοφίας θὰ γίνῃ ἡ κηδεία τοῦ ἀειμνήστου Γεωργίου Μάρκου. Οἱ οἰκεῖοι: Ἡ σύζυγος, τὰ τέκνα, τὰ ἐγγόνια, οἱ ἀδελφοί. ΓΕΩΡΓΙΟΣ Ι. ΜΑΡΚΟΥ. Ἡ κηδεία θὰ γίνῃ εἰς τὸ νεκροταφεῖον τῆς Εὐαγγελιστρίας. Οἱ οἰκεῖοι τοῦ ἀειμνήστου εὐχαριστοῦν θερμῶς ὅσους συμμετέσχον εἰς τὸ πένθος των.: [14, 940, 210, 1039]
- wedding-notice: Ὁ ΑΛΕΞΑΝΔΡΟΣ ΚΥΡΙΑΚΙΔΗΣ τοῦ Παναγιώτου καὶ ἡ ΕΛΕΝΗ ΚΑΡΑΘΑΝΑΣΗ τοῦ Κωνσταντίνου.: [397, 630, 584, 663]
- cartoon-title: ΕΙΝΑΙ ΟΜΟΙΑ ΚΑΙ ΟΜΩΣ, ΔΙΑΦΕΡΟΥΝ...: [35, 1047, 189, 1077]
- article-text: ΕΔΕΣΣΑ, 13. — Καθολικὴ ὑπῆρξεν ἡ συμμετοχὴ τῶν κατοίκων τῆς Ἐδέσσης εἰς τὴν κηρυχθεῖσαν ἀπὸ τῆς πρωίας σήμερον γενικὴν ἀποχὴν ἀπὸ πάσης ἐργασίας, εἰς ἔνδειξιν διαμαρτυρίας διὰ τὴν ἀπόφασιν τῆς ΔΕΗ νὰ ἐκμεταλλευθῇ τὰ ὕδατα τῶν καταρρακτῶν. Ἅπαντα τὰ καταστήματα παρέμειναν κλειστὰ καθ' ὅλην τὴν ἡμέραν, ἐνῷ ἐπὶ τῶν καταρρακτῶν ὑψώθησαν μαῦραι σημαῖαι. Ἡ σύγκλησις τῆς συγκεντρώσεως ἐγένετο εἰς τὴν κεντρικὴν πλατεῖαν, ὅπου ὡμίλησαν ὁ δήμαρχος καὶ ἐκπρόσωποι τῶν ἐπαγγελματικῶν ὀργανώσεων.: [778, 927, 956, 1118]
- wedding-notice: ΣΤΑΥΡΟΣ ΑΡΒΑΝΙΤΗΣ τοῦ Ἀριστοφάνους καὶ τῆς Πολυξένης, καὶ ἡ ΕΛΕΝΗ ΑΘΑΝΑΣΙΑΔΟΥ τοῦ Γεωργίου καὶ τῆς Ἑλένης, γεννηθεῖσα εἰς Καβάλαν, πρόκειται νὰ ἔλθουν εἰς γάμον.: [397, 223, 584, 289]
- article-text: Συγκαλοῦνται οἱ μέτοχοι τῆς ἐταιρείας εἰς τακτικὴν γενικὴν συνέλευσιν τὴν 25ην Μαΐου 1962 ἡμέραν Παρασκευὴν καὶ ὥραν 11ην π.μ. εἰς τὰ γραφεῖα τῆς ἐταιρείας. Τὸ Διοικητικὸν Συμβούλιον.: [216, 1473, 391, 1540]
- subhead: ΕΚΛΕΠΤΕΝ ΕΙΚΟΝΑΣ ΤΟ ΠΡΟΣΧΗΜΑ ΟΤΙ ΘΑ ΤΑΣ ΑΝΤΕΓΡΑΦΕ: [985, 1423, 1131, 1466]
- figure-icon: [148, 1262, 176, 1315]
